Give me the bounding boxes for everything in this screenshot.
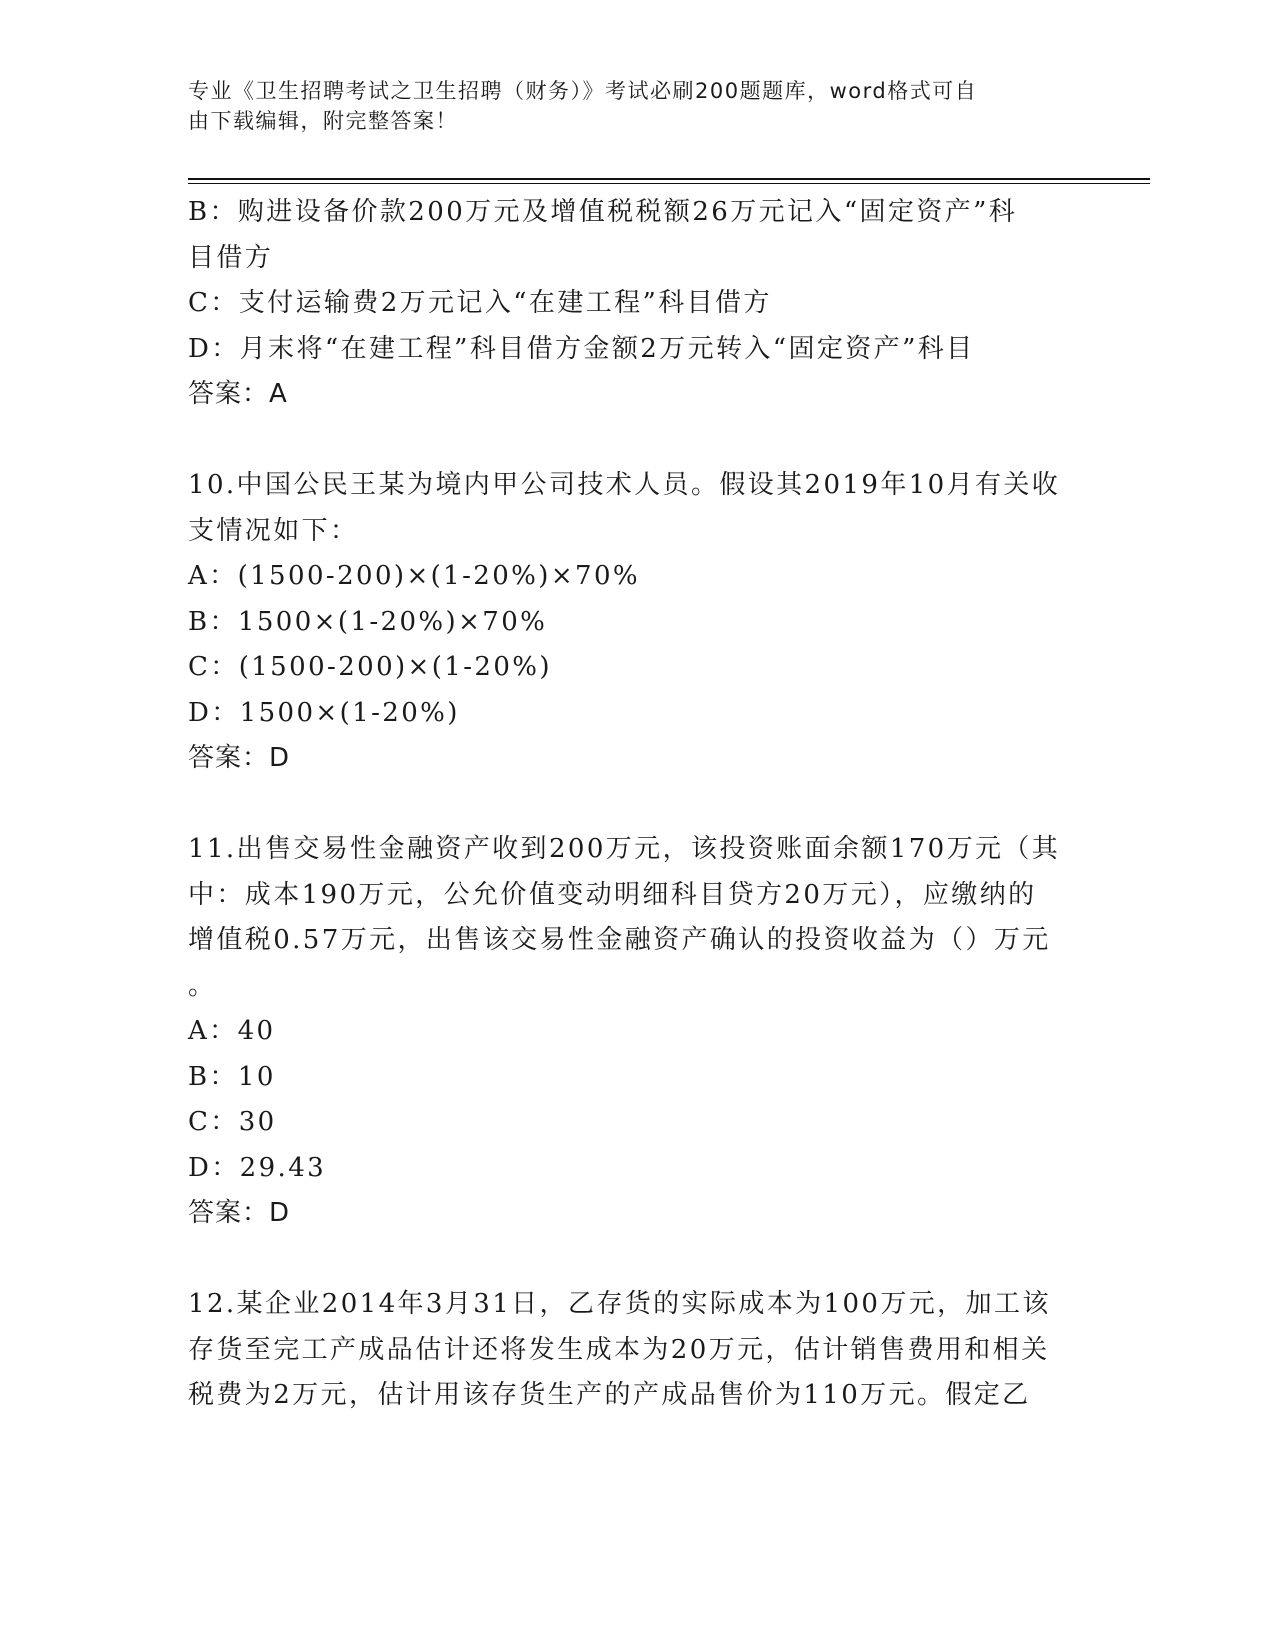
- page-header: [188, 76, 1068, 136]
- q9-option-c: C：支付运输费2万元记入“在建工程”科目借方: [188, 288, 772, 318]
- header-line-1: 专业《卫生招聘考试之卫生招聘（财务）》考试必刷200题题库，word格式可自: [188, 79, 978, 103]
- q10-option-a: A：(1500-200)×(1-20%)×70%: [188, 561, 641, 591]
- q9-answer: 答案：A: [188, 379, 288, 409]
- spacer: [188, 418, 1068, 464]
- q10-stem-line-1: 10.中国公民王某为境内甲公司技术人员。假设其2019年10月有关收: [188, 470, 1061, 500]
- question-list: [188, 190, 1068, 1419]
- q12-stem-line-1: 12.某企业2014年3月31日，乙存货的实际成本为100万元，加工该: [188, 1289, 1051, 1319]
- q12-stem-line-3: 税费为2万元，估计用该存货生产的产成品售价为110万元。假定乙: [188, 1380, 1031, 1410]
- header-divider-thin: [188, 183, 1150, 184]
- q11-answer: 答案：D: [188, 1198, 291, 1228]
- q10-answer: 答案：D: [188, 743, 291, 773]
- question-10: [188, 463, 1068, 782]
- header-line-2: 由下载编辑，附完整答案！: [188, 109, 458, 133]
- q11-stem-line-4: 。: [188, 970, 217, 1001]
- question-9: [188, 190, 1068, 418]
- q11-option-a: A：40: [188, 1016, 276, 1046]
- q9-option-d: D：月末将“在建工程”科目借方金额2万元转入“固定资产”科目: [188, 333, 975, 364]
- q11-stem-line-2: 中：成本190万元，公允价值变动明细科目贷方20万元），应缴纳的: [188, 879, 1037, 910]
- q10-option-d: D：1500×(1-20%): [188, 697, 460, 728]
- question-12: [188, 1282, 1068, 1419]
- q10-option-c: C：(1500-200)×(1-20%): [188, 652, 552, 682]
- q10-stem-line-2: 支情况如下：: [188, 515, 359, 546]
- q9-option-b-line-1: B：购进设备价款200万元及增值税税额26万元记入“固定资产”科: [188, 197, 1018, 227]
- spacer: [188, 782, 1068, 828]
- q11-option-c: C：30: [188, 1107, 277, 1137]
- q12-stem-line-2: 存货至完工产成品估计还将发生成本为20万元，估计销售费用和相关: [188, 1334, 1050, 1365]
- q11-stem-line-3: 增值税0.57万元，出售该交易性金融资产确认的投资收益为（）万元: [188, 925, 1051, 955]
- spacer: [188, 1237, 1068, 1283]
- q9-option-b-line-2: 目借方: [188, 242, 274, 273]
- q11-stem-line-1: 11.出售交易性金融资产收到200万元，该投资账面余额170万元（其: [188, 834, 1061, 864]
- q11-option-b: B：10: [188, 1061, 276, 1092]
- question-11: [188, 827, 1068, 1237]
- header-divider-thick: [188, 178, 1150, 180]
- q11-option-d: D：29.43: [188, 1152, 327, 1183]
- q10-option-b: B：1500×(1-20%)×70%: [188, 606, 548, 637]
